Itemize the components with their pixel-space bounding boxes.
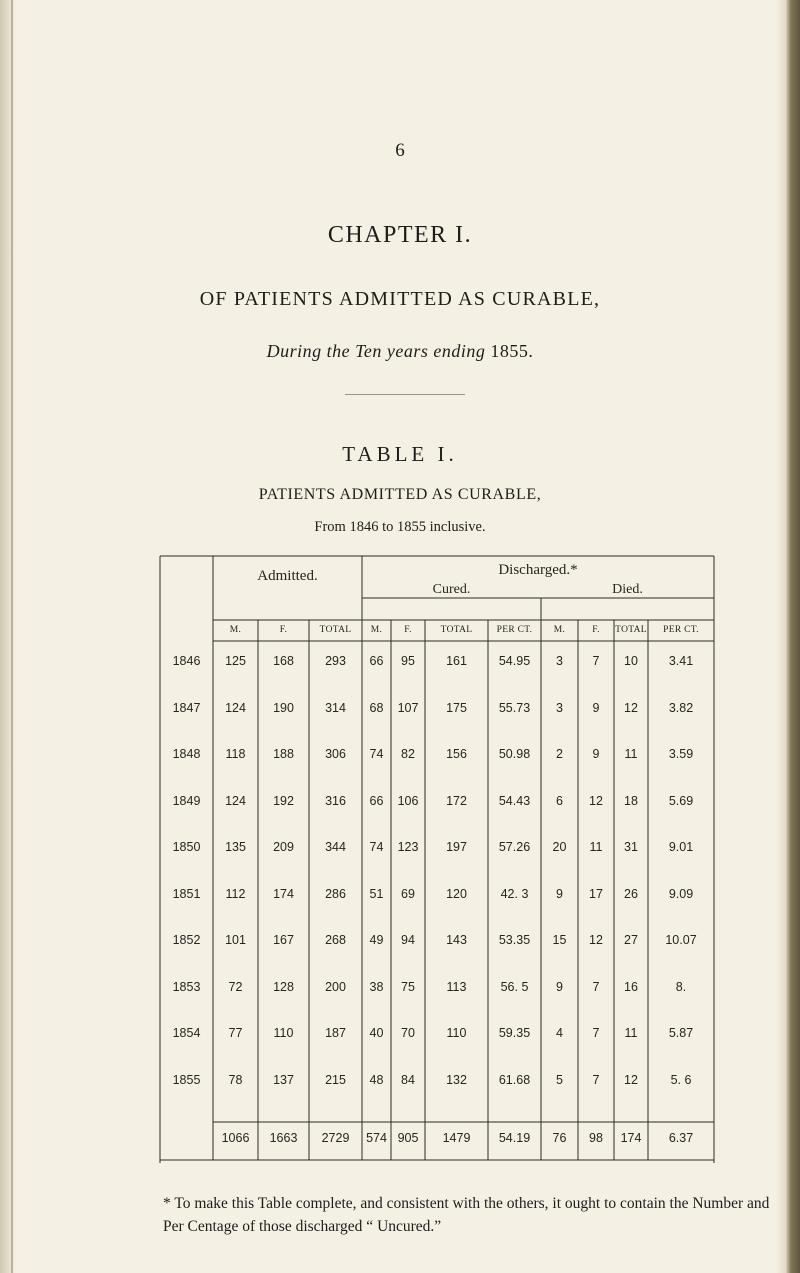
cell-died-f: 7 — [592, 1026, 600, 1040]
cell-cured-total: 161 — [446, 654, 467, 668]
cell-died-f: 7 — [592, 654, 600, 668]
cell-died-m: 15 — [552, 933, 567, 947]
cell-cured-m: 40 — [369, 1026, 384, 1040]
cell-cured-f: 95 — [401, 654, 415, 668]
cell-died-total: 18 — [624, 793, 638, 808]
row-year: 1847 — [172, 700, 201, 715]
cell-cured-total: 110 — [446, 1026, 467, 1040]
total-cured-total: 1479 — [442, 1131, 471, 1145]
row-year: 1849 — [172, 793, 201, 808]
cell-cured-per-ct: 57.26 — [498, 840, 531, 854]
cell-died-m: 9 — [556, 979, 563, 994]
cell-died-m: 3 — [556, 654, 563, 668]
cell-admitted-total: 306 — [325, 747, 346, 761]
page-binding-shadow — [0, 0, 16, 1273]
cell-died-per-ct: 5.87 — [668, 1026, 694, 1040]
admitted-group-header: Admitted. — [257, 568, 318, 584]
cell-cured-f: 94 — [401, 933, 415, 947]
column-header-cured-f: F. — [404, 625, 412, 635]
row-year: 1854 — [172, 1026, 201, 1040]
total-cured-f: 905 — [397, 1131, 419, 1145]
period-line-year: 1855. — [490, 341, 534, 361]
cell-died-f: 17 — [589, 886, 603, 901]
cell-died-total: 11 — [624, 1026, 638, 1040]
cell-cured-per-ct: 59.35 — [498, 1026, 531, 1040]
cell-admitted-total: 314 — [325, 700, 346, 715]
cell-cured-per-ct: 50.98 — [498, 747, 531, 761]
cell-admitted-m: 77 — [228, 1026, 243, 1040]
total-died-per-ct: 6.37 — [668, 1131, 694, 1145]
cell-died-total: 16 — [624, 979, 638, 994]
row-year: 1851 — [172, 886, 201, 901]
cell-admitted-f: 192 — [273, 793, 294, 808]
cell-admitted-total: 286 — [325, 886, 346, 901]
cell-admitted-total: 316 — [325, 793, 346, 808]
cell-died-m: 5 — [556, 1072, 563, 1087]
cell-cured-per-ct: 56. 5 — [500, 979, 529, 994]
cell-cured-per-ct: 54.43 — [498, 793, 531, 808]
cell-died-m: 6 — [556, 793, 563, 808]
cell-admitted-f: 190 — [273, 700, 294, 715]
died-group-header: Died. — [612, 582, 643, 597]
cell-admitted-m: 124 — [225, 793, 246, 808]
cell-cured-total: 197 — [446, 840, 467, 854]
column-header-admitted-m: M. — [229, 625, 242, 635]
page-binding-line — [11, 0, 13, 1273]
cell-cured-f: 69 — [401, 886, 415, 901]
cell-admitted-m: 118 — [225, 747, 246, 761]
cell-admitted-total: 344 — [325, 840, 346, 854]
column-header-died-per-ct: PER CT. — [663, 625, 699, 635]
cell-cured-total: 175 — [446, 700, 467, 715]
column-header-died-total: TOTAL — [615, 625, 647, 635]
cell-cured-m: 68 — [369, 700, 384, 715]
cell-admitted-f: 188 — [273, 747, 294, 761]
cell-admitted-total: 215 — [325, 1072, 346, 1087]
cell-cured-f: 70 — [401, 1026, 415, 1040]
cell-died-per-ct: 9.09 — [668, 886, 694, 901]
page-number: 6 — [395, 140, 405, 161]
total-died-f: 98 — [589, 1131, 603, 1145]
cell-cured-total: 172 — [446, 793, 467, 808]
cell-cured-f: 84 — [401, 1072, 415, 1087]
chapter-subtitle: OF PATIENTS ADMITTED AS CURABLE, — [199, 288, 601, 310]
cell-cured-m: 66 — [369, 654, 384, 668]
section-divider — [345, 394, 465, 395]
cell-cured-total: 120 — [446, 886, 467, 901]
cell-died-total: 31 — [624, 840, 638, 854]
cell-cured-per-ct: 53.35 — [498, 933, 531, 947]
cell-died-per-ct: 3.82 — [668, 700, 694, 715]
cell-died-f: 9 — [592, 747, 600, 761]
cell-died-per-ct: 9.01 — [668, 840, 694, 854]
table-date-range: From 1846 to 1855 inclusive. — [314, 519, 486, 535]
cell-admitted-m: 78 — [228, 1072, 243, 1087]
column-header-admitted-total: TOTAL — [319, 625, 352, 635]
cell-cured-total: 156 — [446, 747, 467, 761]
page-edge-shading — [776, 0, 786, 1273]
cell-cured-f: 82 — [401, 747, 415, 761]
cell-admitted-total: 200 — [325, 979, 346, 994]
cell-died-m: 3 — [556, 700, 563, 715]
cell-died-per-ct: 8. — [675, 979, 687, 994]
discharged-group-header: Discharged.* — [498, 562, 578, 578]
cell-admitted-total: 187 — [325, 1026, 346, 1040]
cell-admitted-total: 293 — [325, 654, 346, 668]
total-cured-m: 574 — [366, 1131, 387, 1145]
column-header-cured-m: M. — [370, 625, 383, 635]
cell-died-total: 10 — [624, 654, 638, 668]
cell-cured-total: 113 — [446, 979, 467, 994]
cell-died-m: 4 — [556, 1026, 563, 1040]
column-header-died-f: F. — [592, 625, 600, 635]
column-header-died-m: M. — [553, 625, 566, 635]
cell-died-per-ct: 3.41 — [668, 654, 694, 668]
cell-cured-per-ct: 54.95 — [498, 654, 531, 668]
cell-admitted-f: 209 — [273, 840, 294, 854]
cell-died-per-ct: 3.59 — [668, 747, 694, 761]
cell-cured-m: 66 — [369, 793, 384, 808]
cured-group-header: Cured. — [432, 582, 471, 597]
cell-died-per-ct: 5. 6 — [670, 1072, 692, 1087]
cell-died-f: 12 — [589, 933, 603, 947]
cell-died-m: 9 — [556, 886, 563, 901]
table-title: TABLE I. — [342, 442, 458, 466]
cell-admitted-f: 168 — [273, 654, 294, 668]
cell-cured-m: 51 — [369, 886, 384, 901]
cell-cured-per-ct: 61.68 — [498, 1072, 531, 1087]
row-year: 1853 — [172, 979, 201, 994]
cell-died-m: 20 — [552, 840, 567, 854]
cell-cured-f: 75 — [401, 979, 415, 994]
row-year: 1852 — [172, 933, 201, 947]
period-line-italic: During the Ten years ending — [266, 341, 486, 361]
column-header-admitted-f: F. — [279, 625, 288, 635]
cell-cured-m: 49 — [369, 933, 384, 947]
cell-admitted-m: 101 — [225, 933, 246, 947]
cell-died-f: 9 — [592, 700, 600, 715]
cell-died-per-ct: 5.69 — [668, 793, 694, 808]
cell-died-f: 12 — [589, 793, 603, 808]
cell-admitted-f: 167 — [273, 933, 294, 947]
row-year: 1846 — [172, 654, 201, 668]
cell-died-m: 2 — [556, 747, 563, 761]
cell-cured-m: 74 — [369, 747, 384, 761]
column-header-cured-per-ct: PER CT. — [496, 625, 533, 635]
total-admitted-m: 1066 — [221, 1131, 250, 1145]
cell-died-f: 11 — [589, 840, 603, 854]
cell-cured-m: 48 — [369, 1072, 384, 1087]
cell-cured-per-ct: 55.73 — [498, 700, 531, 715]
cell-admitted-m: 72 — [228, 979, 243, 994]
total-died-total: 174 — [620, 1131, 642, 1145]
cell-died-f: 7 — [592, 979, 600, 994]
cell-cured-m: 74 — [369, 840, 384, 854]
cell-cured-f: 107 — [397, 700, 419, 715]
cell-cured-per-ct: 42. 3 — [500, 886, 529, 901]
cell-died-total: 12 — [624, 700, 638, 715]
chapter-heading: CHAPTER I. — [327, 222, 473, 248]
cell-admitted-total: 268 — [325, 933, 346, 947]
cell-cured-total: 143 — [446, 933, 467, 947]
total-cured-per-ct: 54.19 — [498, 1131, 531, 1145]
column-header-cured-total: TOTAL — [440, 625, 473, 635]
cell-died-total: 11 — [624, 747, 638, 761]
cell-admitted-m: 125 — [225, 654, 246, 668]
footnote: * To make this Table complete, and consistent with the others, it ought to contain the Number and Per Centage of those discharged “ Uncured.” — [163, 1195, 770, 1235]
total-died-m: 76 — [552, 1131, 567, 1145]
cell-died-total: 27 — [624, 933, 638, 947]
cell-admitted-f: 128 — [273, 979, 294, 994]
cell-cured-f: 106 — [397, 793, 419, 808]
period-line — [0, 341, 800, 362]
cell-admitted-f: 110 — [273, 1026, 294, 1040]
cell-admitted-m: 135 — [225, 840, 246, 854]
table-subtitle: PATIENTS ADMITTED AS CURABLE, — [258, 486, 542, 503]
cell-died-total: 26 — [624, 886, 638, 901]
cell-admitted-f: 137 — [273, 1072, 294, 1087]
row-year: 1848 — [172, 747, 201, 761]
cell-died-f: 7 — [592, 1072, 600, 1087]
cell-died-per-ct: 10.07 — [665, 933, 697, 947]
cell-admitted-m: 112 — [225, 886, 246, 901]
total-admitted-f: 1663 — [269, 1131, 298, 1145]
row-year: 1855 — [172, 1072, 201, 1087]
row-year: 1850 — [172, 840, 201, 854]
page-edge — [786, 0, 800, 1273]
cell-admitted-f: 174 — [273, 886, 294, 901]
cell-died-total: 12 — [624, 1072, 638, 1087]
cell-cured-f: 123 — [397, 840, 419, 854]
cell-cured-m: 38 — [369, 979, 384, 994]
cell-cured-total: 132 — [446, 1072, 467, 1087]
cell-admitted-m: 124 — [225, 700, 246, 715]
total-admitted-total: 2729 — [321, 1131, 350, 1145]
